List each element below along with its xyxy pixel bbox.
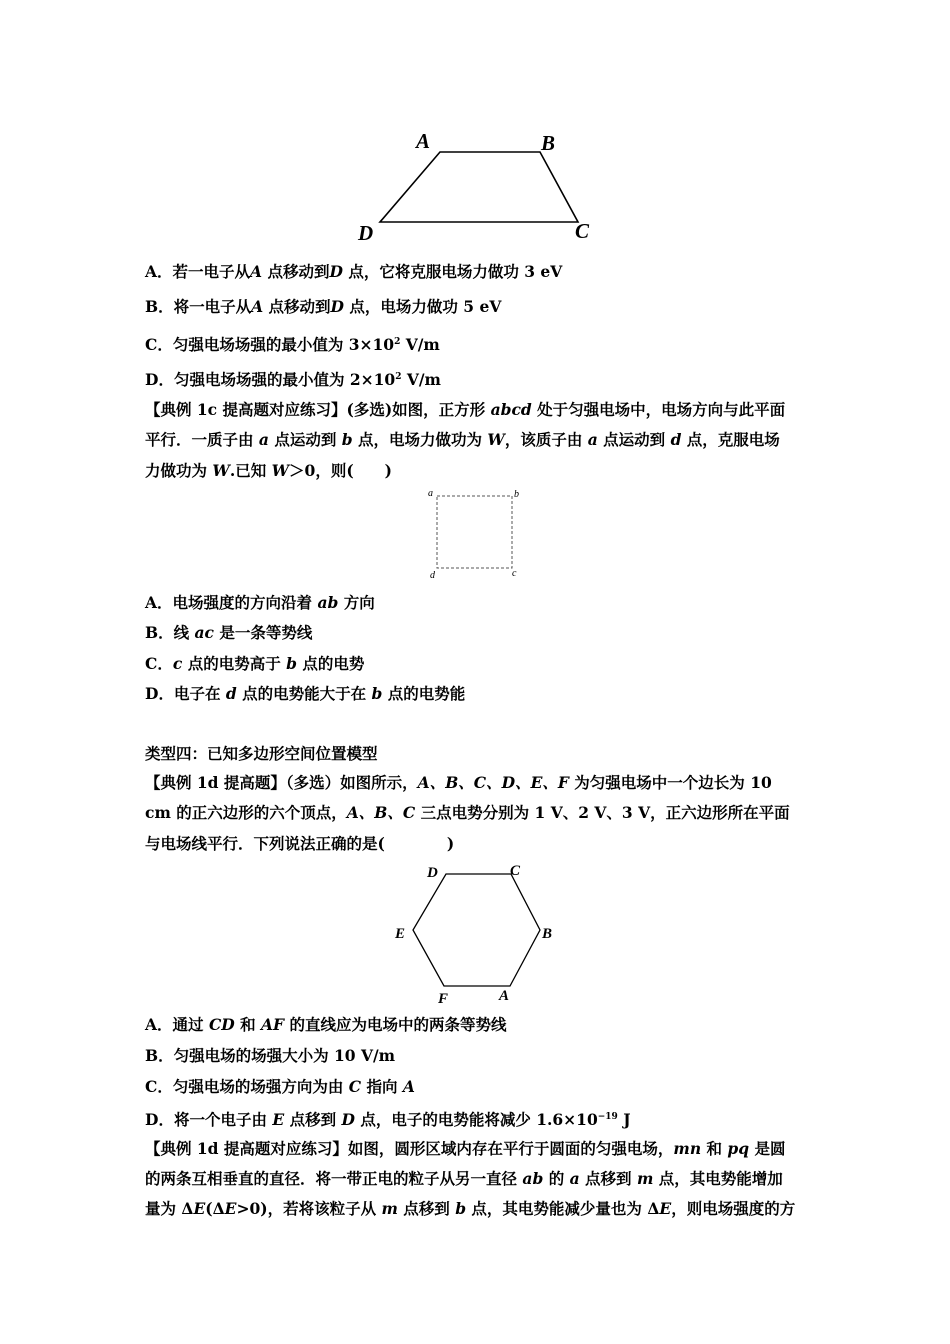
q3-option-a: A．通过 CD 和 AF 的直线应为电场中的两条等势线: [145, 1015, 507, 1034]
q2-stem-line1: 【典例 1c 提高题对应练习】(多选)如图，正方形 abcd 处于匀强电场中，电场方向与此平面: [145, 400, 786, 419]
vertex-label-C: C: [575, 219, 590, 243]
q3-option-b: B．匀强电场的场强大小为 10 V/m: [145, 1046, 396, 1065]
square-label-b: b: [514, 489, 519, 500]
q1-option-b: B．将一电子从A 点移动到D 点，电场力做功 5 eV: [145, 297, 502, 316]
q4-stem-line2: 的两条互相垂直的直径．将一带正电的粒子从另一直径 ab 的 a 点移到 m 点，其电势能增加: [145, 1169, 783, 1188]
hex-label-F: F: [438, 991, 449, 1007]
section-title: 类型四：已知多边形空间位置模型: [145, 744, 378, 763]
hex-label-D: D: [427, 865, 438, 881]
vertex-label-B: B: [541, 131, 556, 155]
q4-stem-line3: 量为 ΔE(ΔE>0)，若将该粒子从 m 点移到 b 点，其电势能减少量也为 ΔE，则电场强度的方: [145, 1199, 796, 1218]
hexagon-shape: [413, 874, 540, 986]
square-label-a: a: [428, 488, 433, 499]
square-figure: [420, 483, 530, 583]
trapezoid-shape: [380, 152, 578, 222]
hex-label-B: B: [542, 926, 553, 942]
q3-stem-line3: 与电场线平行．下列说法正确的是( ): [145, 834, 455, 853]
q1-option-a: A．若一电子从A 点移动到D 点，它将克服电场力做功 3 eV: [145, 262, 563, 281]
q2-option-a: A．电场强度的方向沿着 ab 方向: [145, 593, 375, 612]
q1-option-c: C．匀强电场场强的最小值为 $3\times 10^2$ V/m: [145, 335, 440, 354]
q1-option-d: D．匀强电场场强的最小值为 $2\times 10^2$ V/m: [145, 370, 441, 389]
q2-option-b: B．线 ac 是一条等势线: [145, 623, 313, 642]
dashed-square: [437, 496, 512, 568]
hex-label-A: A: [499, 988, 510, 1004]
square-label-d: d: [430, 570, 435, 581]
hex-label-E: E: [395, 926, 406, 942]
q2-option-c: C．c 点的电势高于 b 点的电势: [145, 654, 365, 673]
vertex-label-A: A: [416, 129, 431, 153]
hexagon-figure: [390, 858, 560, 1008]
q2-stem-line2: 平行．一质子由 a 点运动到 b 点，电场力做功为 W，该质子由 a 点运动到 d 点，克服电场: [145, 430, 780, 449]
q4-stem-line1: 【典例 1d 提高题对应练习】如图，圆形区域内存在平行于圆面的匀强电场，mn 和 pq 是圆: [145, 1139, 786, 1158]
q2-stem-line3: 力做功为 W.已知 W＞0，则( ): [145, 461, 392, 480]
q2-option-d: D．电子在 d 点的电势能大于在 b 点的电势能: [145, 684, 466, 703]
trapezoid-figure: [350, 125, 610, 250]
square-label-c: c: [512, 568, 517, 579]
q3-stem-line2: cm 的正六边形的六个顶点，A、B、C 三点电势分别为 1 V、2 V、3 V，正六边形所在平面: [145, 803, 790, 822]
q3-option-d: D．将一个电子由 E 点移到 D 点，电子的电势能将减少 $1.6\times 10^{-19}$ J: [145, 1110, 631, 1129]
q3-option-c: C．匀强电场的场强方向为由 C 指向 A: [145, 1077, 415, 1096]
vertex-label-D: D: [358, 221, 374, 245]
hex-label-C: C: [510, 863, 521, 879]
q3-stem-line1: 【典例 1d 提高题】（多选）如图所示，A、B、C、D、E、F 为匀强电场中一个边长为 10: [145, 773, 772, 792]
